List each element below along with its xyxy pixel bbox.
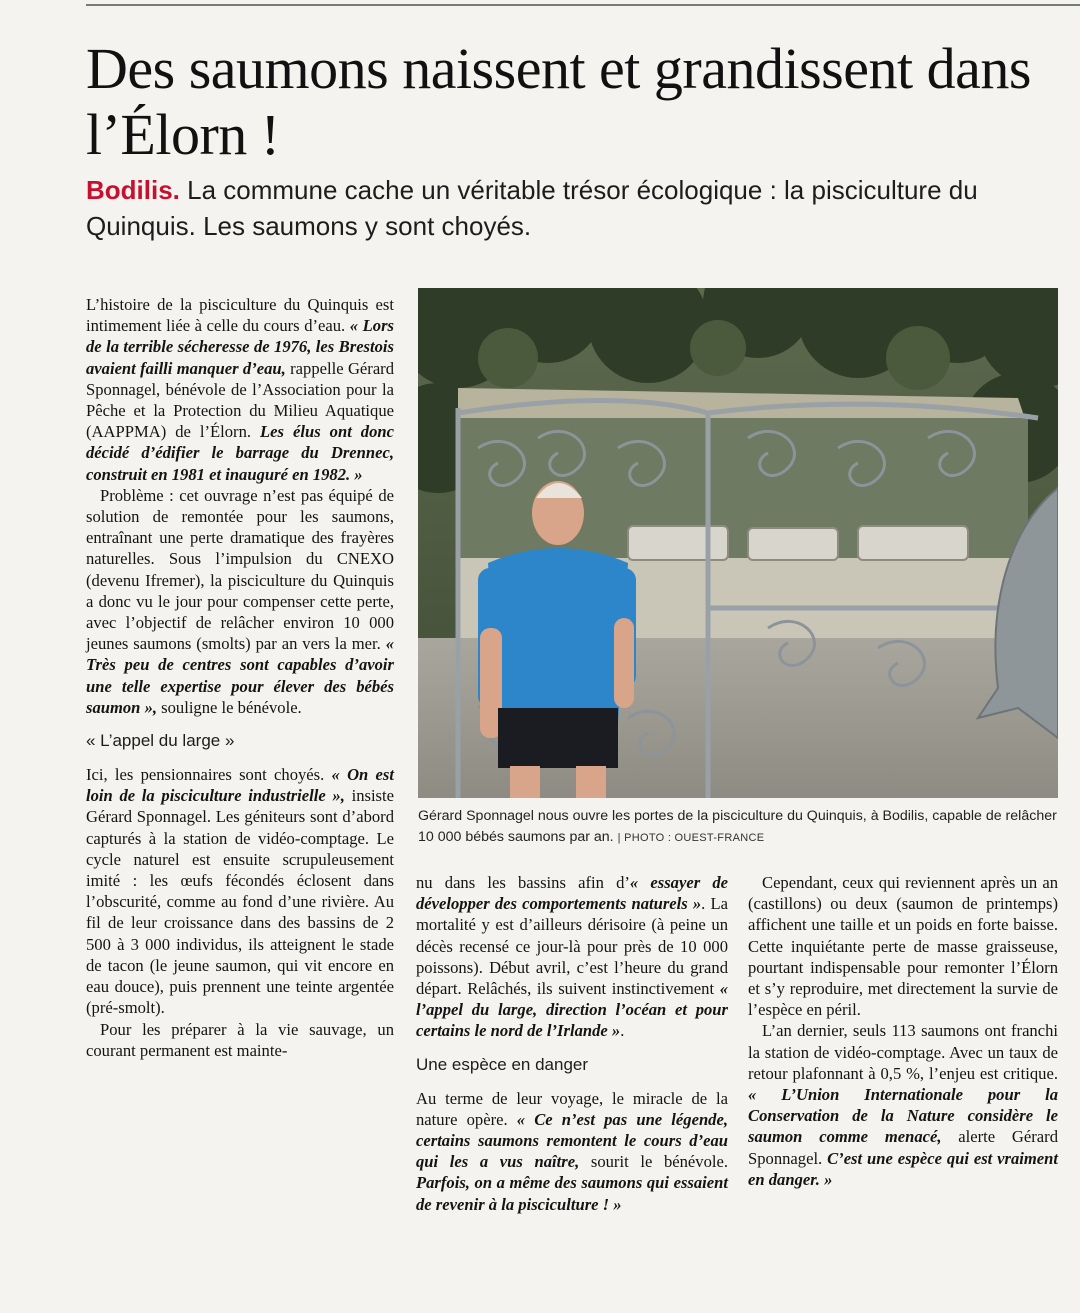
paragraph-5 <box>416 872 728 1042</box>
article-headline: Des saumons naissent et grandissent dans l’Élorn ! <box>86 36 1031 167</box>
quote: « Ce n’est pas une légende, certains saumons remontent le cours d’eau qui les a vus naître, <box>416 1109 728 1172</box>
text-run: alerte Gérard Sponnagel. <box>748 1127 1058 1168</box>
text-run: Ici, les pensionnaires sont choyés. <box>86 765 332 785</box>
quote: « l’appel du large, direction l’océan et pour certains le nord de l’Irlande » <box>416 979 728 1041</box>
text-run: souligne le bénévole. <box>157 697 302 717</box>
subheading-espece-en-danger: Une espèce en danger <box>416 1054 589 1074</box>
text-run: Problème : cet ouvrage n’est pas équipé de solution de remontée pour les saumons, entraînant une perte dramatique des frayères naturelles. Sous l’impulsion du CNEXO (devenu Ifremer), la pisciculture du Quinquis a donc vu le jour pour compenser cette perte, avec l’objectif de relâcher environ 10 000 jeunes saumons (smolts) par an vers la mer. <box>86 485 394 654</box>
top-rule <box>86 4 1080 6</box>
quote: Les élus ont donc décidé d’édifier le barrage du Drennec, construit en 1981 et inauguré en 1982. » <box>86 422 394 484</box>
paragraph-4: Pour les préparer à la vie sauvage, un courant permanent est mainte- <box>86 1019 394 1060</box>
standfirst-text: La commune cache un véritable trésor écologique : la pisciculture du Quinquis. Les saumons y sont choyés. <box>86 175 978 241</box>
text-run: nu dans les bassins afin d’ <box>416 873 630 892</box>
article-standfirst <box>86 172 1066 244</box>
photo-caption <box>418 806 1058 849</box>
photo-credit: | PHOTO : OUEST-FRANCE <box>617 832 765 844</box>
paragraph-6 <box>416 1088 728 1215</box>
body-column-1 <box>86 294 394 1061</box>
text-run: insiste Gérard Sponnagel. Les géniteurs sont d’abord capturés à la station de vidéo-comptage. Le cycle naturel est ensuite scrupuleusement imité : les œufs fécondés éclosent dans l’obscurité, comme au fond d’une rivière. Au fil de leur croissance dans des bassins de 2 500 à 3 000 individus, ils atteignent le stade de tacon (le jeune saumon, qui vit encore en eau douce), puis prennent une teinte argentée (pré-smolt). <box>86 786 394 1018</box>
text-run: L’histoire de la pisciculture du Quinquis est intimement liée à celle du cours d’eau. <box>86 295 394 336</box>
quote: « Très peu de centres sont capables d’avoir une telle expertise pour élever des bébés saumon », <box>86 634 394 717</box>
text-run: L’an dernier, seuls 113 saumons ont franchi la station de vidéo-comptage. Avec un taux de retour plafonnant à 0,5 %, l’enjeu est critique. <box>748 1021 1058 1083</box>
quote: « Lors de la terrible sécheresse de 1976, les Brestois avaient failli manquer d’eau, <box>86 316 394 378</box>
paragraph-8 <box>748 1020 1058 1190</box>
text-run: rappelle Gérard Sponnagel, bénévole de l’Association pour la Pêche et la Protection du Milieu Aquatique (AAPPMA) de l’Élorn. <box>86 358 395 442</box>
quote: « On est loin de la pisciculture industrielle », <box>86 765 394 806</box>
quote: « essayer de développer des comportements naturels » <box>416 873 728 914</box>
quote: « L’Union Internationale pour la Conservation de la Nature considère le saumon comme menacé, <box>748 1085 1058 1147</box>
text-run: Au terme de leur voyage, le miracle de la nature opère. <box>416 1088 728 1129</box>
paragraph-7: Cependant, ceux qui reviennent après un an (castillons) ou deux (saumon de printemps) affichent une taille et un poids en forte baisse. Cette inquiétante perte de masse graisseuse, pourtant indispensable pour remonter l’Élorn et s’y reproduire, met directement la survie de l’espèce en péril. <box>748 873 1058 1020</box>
quote: Parfois, on a même des saumons qui essaient de revenir à la pisciculture ! » <box>416 1173 728 1214</box>
quote: C’est une espèce qui est vraiment en danger. » <box>748 1148 1058 1189</box>
caption-text: Gérard Sponnagel nous ouvre les portes de la pisciculture du Quinquis, à Bodilis, capable de relâcher 10 000 bébés saumons par an. <box>418 808 1057 845</box>
body-column-3 <box>748 872 1058 1190</box>
body-column-2 <box>416 872 728 1215</box>
subheading-appel-du-large: « L’appel du large » <box>86 731 235 751</box>
text-run: . <box>620 1021 625 1041</box>
text-run: . La mortalité y est d’ailleurs dérisoire (à peine un décès recensé ce jour-là pour près de 10 000 poissons). Début avril, c’est l’heure du grand départ. Relâchés, ils suivent instinctivement <box>416 894 728 999</box>
paragraph-3 <box>86 764 394 1018</box>
standfirst-place: Bodilis. <box>86 175 180 205</box>
photo-illustration <box>418 288 1058 798</box>
text-run: sourit le bénévole. <box>579 1152 728 1172</box>
paragraph-1 <box>86 294 394 485</box>
article-photo <box>418 288 1058 798</box>
paragraph-2 <box>86 485 394 718</box>
